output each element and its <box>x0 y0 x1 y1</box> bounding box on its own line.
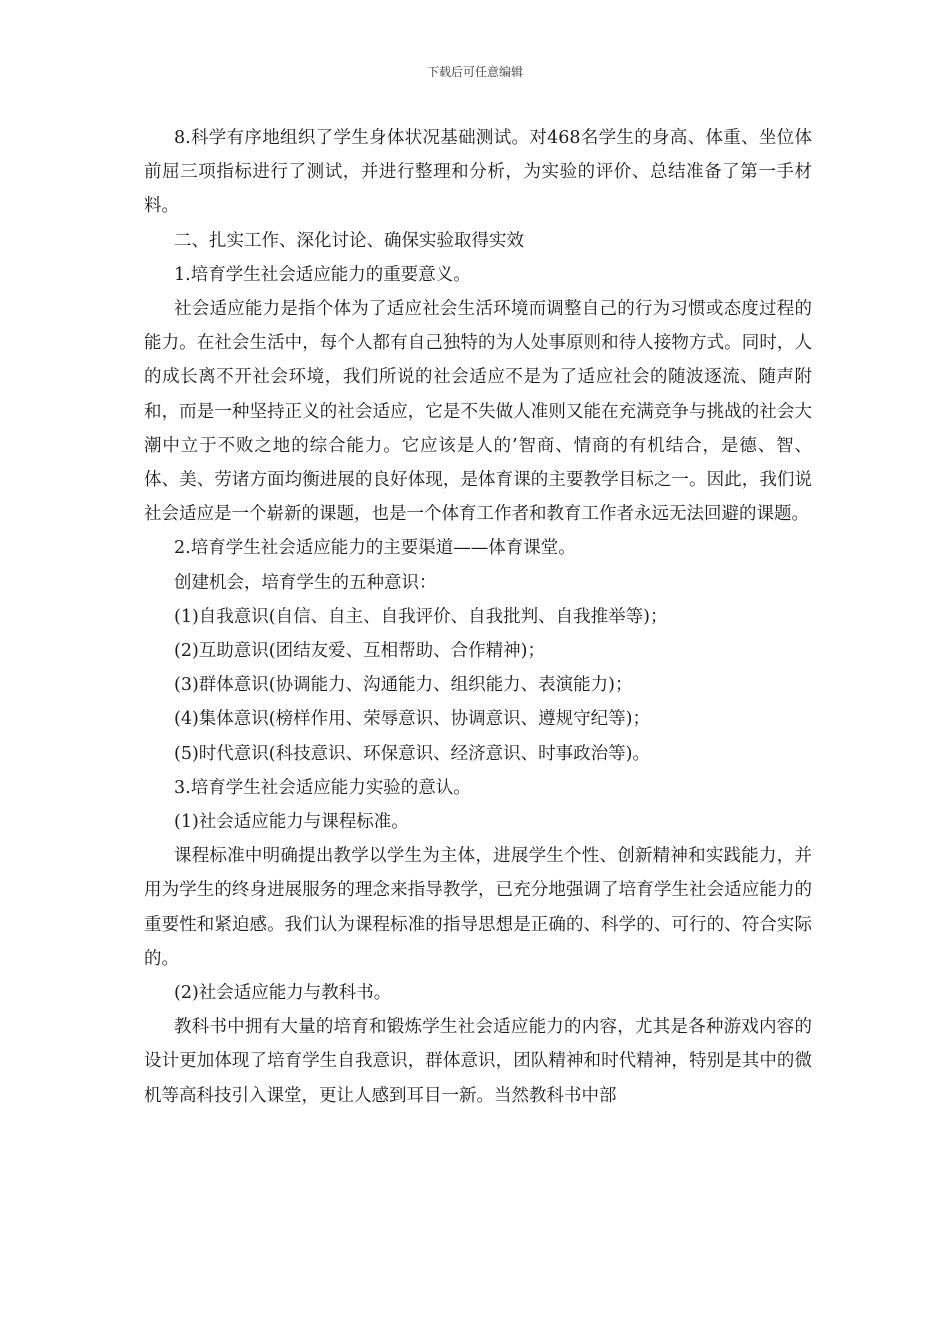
list-item: (4)集体意识(榜样作用、荣辱意识、协调意识、遵规守纪等)； <box>174 709 650 730</box>
list-item: (1)自我意识(自信、自主、自我评价、自我批判、自我推举等)； <box>174 606 668 627</box>
paragraph: 教科书中拥有大量的培育和锻炼学生社会适应能力的内容，尤其是各种游戏内容的设计更加体现了培育学生自我意识，群体意识，团队精神和时代精神，特别是其中的微机等高科技引入课堂，更让人感到耳目一新。当然教科书中部 <box>144 1017 812 1106</box>
list-item: (3)群体意识(协调能力、沟通能力、组织能力、表演能力)； <box>174 675 633 696</box>
section-heading: 二、扎实工作、深化讨论、确保实验取得实效 <box>174 230 524 251</box>
paragraph: 创建机会，培育学生的五种意识： <box>174 572 437 593</box>
list-item: (2)互助意识(团结友爱、互相帮助、合作精神)； <box>174 641 545 662</box>
paragraph: 课程标准中明确提出教学以学生为主体，进展学生个性、创新精神和实践能力，并用为学生的终身进展服务的理念来指导教学，已充分地强调了培育学生社会适应能力的重要性和紧迫感。我们认为课程标准的指导思想是正确的、科学的、可行的、符合实际的。 <box>144 846 812 969</box>
subsection-heading: 3.培育学生社会适应能力实验的意认。 <box>174 777 471 798</box>
document-body <box>144 121 812 1113</box>
sub-item-heading: (2)社会适应能力与教科书。 <box>174 983 392 1004</box>
paragraph: 社会适应能力是指个体为了适应社会生活环境而调整自己的行为习惯或态度过程的能力。在社会生活中，每个人都有自己独特的为人处事原则和待人接物方式。同时，人的成长离不开社会环境，我们所说的社会适应不是为了适应社会的随波逐流、随声附和，而是一种坚持正义的社会适应，它是不失做人准则又能在充满竞争与挑战的社会大潮中立于不败之地的综合能力。它应该是人的’智商、情商的有机结合，是德、智、体、美、劳诸方面均衡进展的良好体现，是体育课的主要教学目标之一。因此，我们说社会适应是一个崭新的课题，也是一个体育工作者和教育工作者永远无法回避的课题。 <box>144 299 812 525</box>
subsection-heading: 1.培育学生社会适应能力的重要意义。 <box>174 264 471 285</box>
page-header: 下载后可任意编辑 <box>426 65 523 79</box>
sub-item-heading: (1)社会适应能力与课程标准。 <box>174 812 409 833</box>
subsection-heading: 2.培育学生社会适应能力的主要渠道——体育课堂。 <box>174 538 576 559</box>
paragraph: 8.科学有序地组织了学生身体状况基础测试。对468名学生的身高、体重、坐位体前屈三项指标进行了测试，并进行整理和分析，为实验的评价、总结准备了第一手材料。 <box>144 128 812 217</box>
list-item: (5)时代意识(科技意识、环保意识、经济意识、时事政治等)。 <box>174 743 650 764</box>
